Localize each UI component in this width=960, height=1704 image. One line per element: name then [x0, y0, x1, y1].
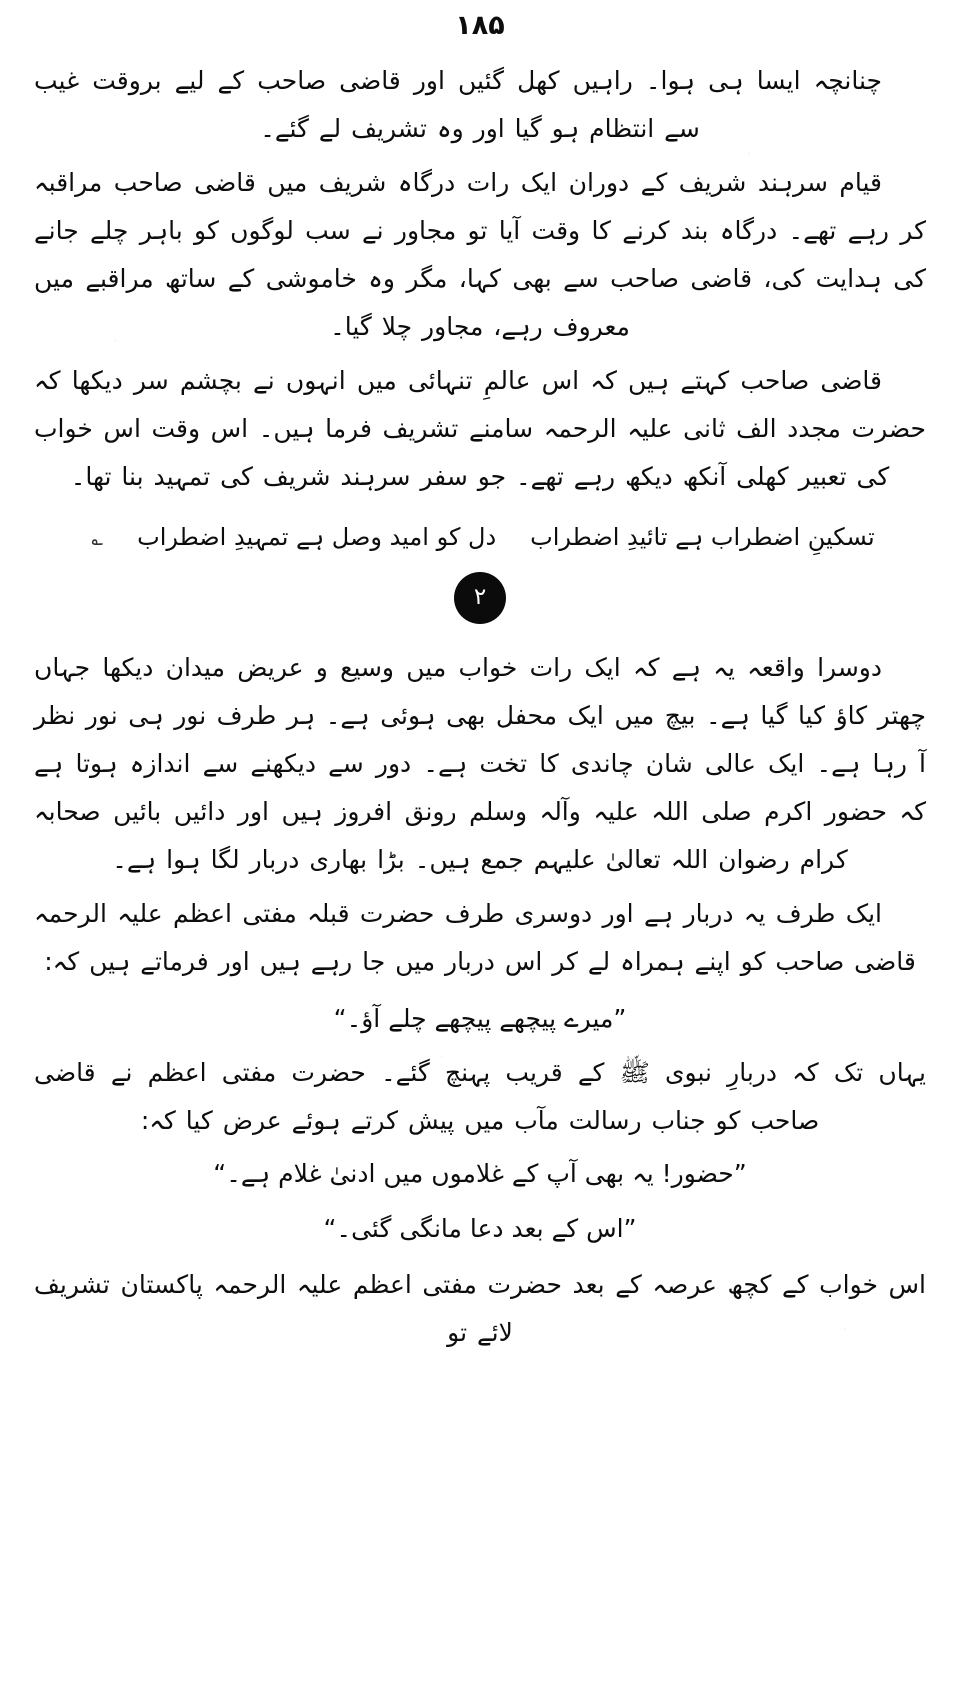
- document-body: [34, 57, 926, 1357]
- paragraph: ایک طرف یہ دربار ہے اور دوسری طرف حضرت قبلہ مفتی اعظم علیہ الرحمہ قاضی صاحب کو اپنے ہمراہ لے کر اس دربار میں جا رہے ہیں اور فرماتے ہیں کہ:: [34, 898, 916, 976]
- paragraph: اس خواب کے کچھ عرصہ کے بعد حضرت مفتی اعظم علیہ الرحمہ پاکستان تشریف لائے تو: [34, 1269, 926, 1347]
- section-number-badge: ۲: [454, 572, 506, 624]
- couplet: [34, 517, 926, 558]
- quotation: ”حضور! یہ بھی آپ کے غلاموں میں ادنیٰ غلام ہے۔“: [213, 1158, 747, 1188]
- couplet-second-hemistich: تسکینِ اضطراب ہے تائیدِ اضطراب: [530, 523, 875, 551]
- quotation: ”میرے پیچھے پیچھے چلے آؤ۔“: [333, 1003, 627, 1033]
- section-marker: [34, 572, 926, 624]
- quotation: ”اس کے بعد دعا مانگی گئی۔“: [323, 1213, 637, 1243]
- couplet-first-hemistich: دل کو امید وصل ہے تمہیدِ اضطراب: [137, 523, 497, 551]
- paragraph: یہاں تک کہ دربارِ نبوی ﷺ کے قریب پہنچ گئے۔ حضرت مفتی اعظم نے قاضی صاحب کو جناب رسالت مآب میں پیش کرتے ہوئے عرض کیا کہ:: [34, 1057, 926, 1135]
- paragraph: قیام سرہند شریف کے دوران ایک رات درگاہ شریف میں قاضی صاحب مراقبہ کر رہے تھے۔ درگاہ بند کرنے کا وقت آیا تو مجاور نے سب لوگوں کو باہر چلے جانے کی ہدایت کی، قاضی صاحب سے بھی کہا، مگر وہ خاموشی کے ساتھ مراقبے میں معروف رہے، مجاور چلا گیا۔: [34, 168, 926, 341]
- page-number: ۱۸۵: [455, 10, 505, 41]
- paragraph: چنانچہ ایسا ہی ہوا۔ راہیں کھل گئیں اور قاضی صاحب کے لیے بروقت غیب سے انتظام ہو گیا اور وہ تشریف لے گئے۔: [34, 66, 882, 143]
- couplet-marker: ؎: [91, 526, 104, 550]
- paragraph: دوسرا واقعہ یہ ہے کہ ایک رات خواب میں وسیع و عریض میدان دیکھا جہاں چھتر کاؤ کیا گیا ہے۔ بیچ میں ایک محفل بھی ہوئی ہے۔ ہر طرف نور ہی نور نظر آ رہا ہے۔ ایک عالی شان چاندی کا تخت ہے۔ دور سے دیکھنے سے اندازہ ہوتا ہے کہ حضور اکرم صلی اللہ علیہ وآلہ وسلم رونق افروز ہیں اور دائیں بائیں صحابہ کرام رضوان اللہ تعالیٰ علیہم جمع ہیں۔ بڑا بھاری دربار لگا ہوا ہے۔: [34, 652, 926, 874]
- paragraph: قاضی صاحب کہتے ہیں کہ اس عالمِ تنہائی میں انہوں نے بچشم سر دیکھا کہ حضرت مجدد الف ثانی علیہ الرحمہ سامنے تشریف فرما ہیں۔ اس وقت اس خواب کی تعبیر کھلی آنکھ دیکھ رہے تھے۔ جو سفر سرہند شریف کی تمہید بنا تھا۔: [34, 366, 926, 491]
